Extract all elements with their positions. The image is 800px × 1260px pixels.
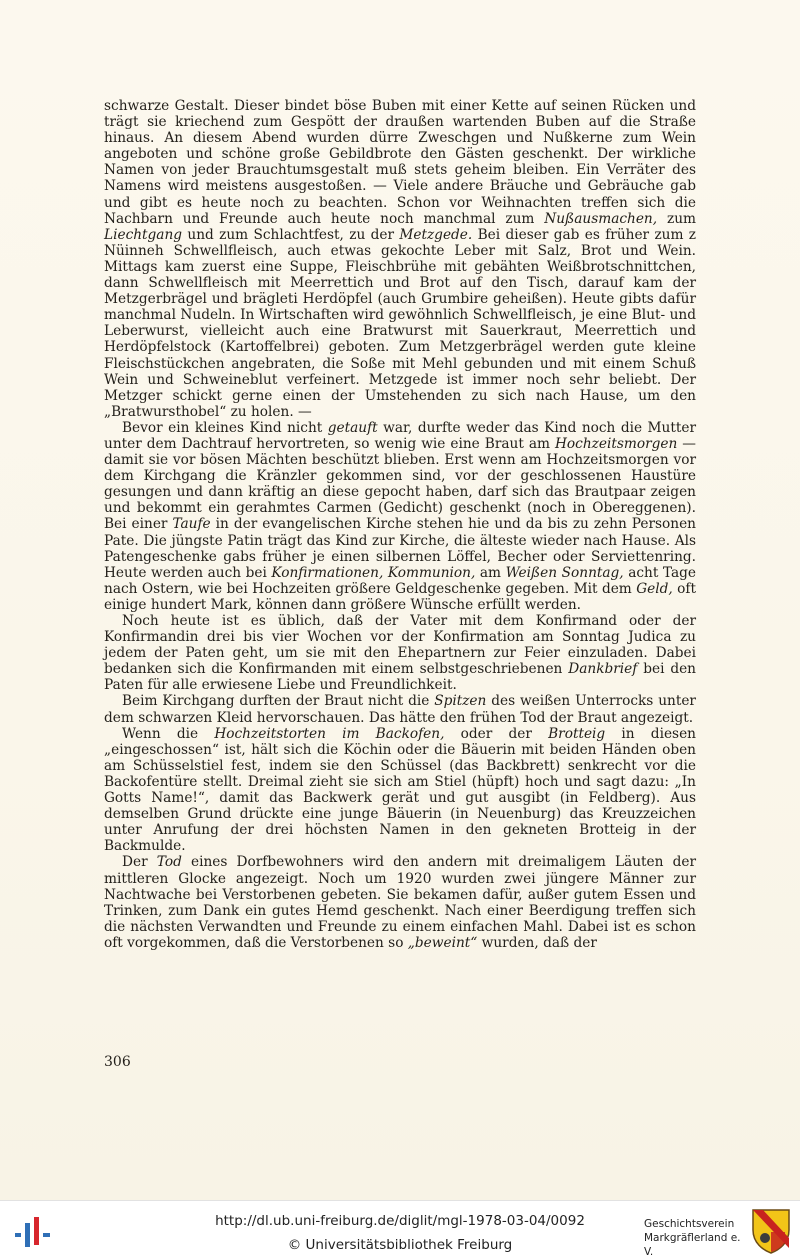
emphasized-term: Hochzeitsmorgen: [554, 435, 678, 452]
text-run: Wenn die: [122, 725, 215, 742]
emphasized-term: Nußausmachen,: [544, 210, 658, 227]
paragraph: [104, 726, 696, 855]
paragraph: [104, 693, 696, 725]
society-name-line2: Markgräflerland e. V.: [644, 1232, 741, 1258]
emphasized-term: Metzgede.: [399, 226, 473, 243]
text-run: war, durfte weder das Kind noch die Mutter unter dem Dachtrauf hervortreten, so wenig wie eine Braut am: [104, 419, 696, 452]
text-run: Der: [122, 854, 157, 871]
text-run: bei den Paten für alle erwiesene Liebe und Freundlichkeit.: [104, 661, 697, 694]
text-run: oft einige hundert Mark, können dann größere Wünsche erfüllt werden.: [104, 580, 696, 613]
text-run: zum: [657, 210, 696, 227]
ub-freiburg-logo-icon[interactable]: [14, 1213, 52, 1249]
paragraph: [104, 613, 696, 693]
text-run: in der evangelischen Kirche stehen hie und da bis zu zehn Personen Pate. Die jüngste Patin trägt das Kind zur Kirche, die älteste wieder nach Hause. Als Patengeschenke gabs früher je einen silbernen Löffel, Becher oder Serviettenring. Heute werden auch bei: [104, 516, 696, 581]
text-run: Beim Kirchgang durften der Braut nicht die: [122, 693, 435, 710]
emphasized-term: Tod: [156, 854, 182, 871]
viewer-footer: [0, 1200, 800, 1260]
text-run: Bevor ein kleines Kind nicht: [122, 419, 328, 436]
society-name: [644, 1217, 748, 1259]
text-run: schwarze Gestalt. Dieser bindet böse Buben mit einer Kette auf seinen Rücken und trägt sie kriechend zum Gespött der draußen wartenden Buben auf die Straße hinaus. An diesem Abend wurden dürre Zweschgen und Nußkerne zum Wein angeboten und schöne große Gebildbrote den Gästen geschenkt. Der wirkliche Namen von jeder Brauchtumsgestalt muß stets geheim bleiben. Ein Verräter des Namens wird meistens ausgestoßen. — Viele andere Bräuche und Gebräuche gab und gibt es heute noch zu beachten. Schon vor Weihnachten treffen sich die Nachbarn und Freunde auch heute noch manchmal zum: [104, 98, 696, 227]
paragraph: [104, 98, 696, 420]
copyright-notice: © Universitätsbibliothek Freiburg: [287, 1237, 513, 1253]
emphasized-term: Geld,: [636, 580, 673, 597]
text-run: wurden, daß der: [477, 934, 597, 951]
emphasized-term: „beweint“: [407, 934, 478, 951]
text-run: oder der: [444, 725, 549, 742]
text-run: acht Tage nach Ostern, wie bei Hochzeiten größere Geldgeschenke gegeben. Mit dem: [104, 564, 696, 597]
emphasized-term: Spitzen: [434, 693, 487, 710]
emphasized-term: Dankbrief: [568, 661, 638, 678]
document-url-link[interactable]: http://dl.ub.uni-freiburg.de/diglit/mgl-1978-03-04/0092: [215, 1213, 585, 1229]
text-run: Noch heute ist es üblich, daß der Vater mit dem Konfirmand oder der Konfirmandin drei bis vier Wochen vor der Konfirmation am Sonntag Judica zu jedem der Paten geht, um sie mit den Ehepartnern zur Feier einzuladen. Dabei bedanken sich die Konfirmanden mit einem selbstgeschriebenen: [104, 613, 696, 678]
text-run: in diesen „eingeschossen“ ist, hält sich die Köchin oder die Bäuerin mit beiden Händen oben am Schüsselstiel fest, indem sie den Schüssel (das Backbrett) senkrecht vor die Backofentüre stellt. Dreimal zieht sie sich am Stiel (hüpft) hoch und sagt dazu: „In Gotts Name!“, damit das Backwerk gerät und gut ausgibt (in Feldberg). Aus demselben Grund drückte eine junge Bäuerin (in Neuenburg) das Kreuzzeichen unter Anrufung der drei höchsten Namen in den gekneten Brotteig in der Backmulde.: [104, 725, 696, 855]
emphasized-term: getauft: [327, 419, 378, 436]
emphasized-term: Taufe: [172, 516, 211, 533]
paragraph: [104, 420, 696, 613]
text-run: und zum Schlachtfest, zu der: [182, 226, 400, 243]
emphasized-term: Weißen Sonntag,: [505, 564, 624, 581]
text-run: Bei dieser gab es früher zum z Nüinneh Schwellfleisch, auch etwas gekochte Leber mit Salz, Brot und Wein. Mittags kam zuerst eine Suppe, Fleischbrühe mit gebähten Weißbrotschnittchen, dann Schwellfleisch mit Meerrettich und Brot auf den Tisch, darauf kam der Metzgerbrägel und brägleti Herdöpfel (auch Grumbire geheißen). Heute gibts dafür manchmal Nudeln. In Wirtschaften wird gewöhnlich Schwellfleisch, je eine Blut- und Leberwurst, vielleicht auch eine Bratwurst mit Sauerkraut, Meerrettich und Herdöpfelstock (Kartoffelbrei) geboten. Zum Metzgerbrägel werden gute kleine Fleischstückchen angebraten, die Soße mit Mehl gebunden und mit einem Schuß Wein und Schweineblut verfeinert. Metzgede ist immer noch sehr beliebt. Der Metzger schickt gerne einen der Umstehenden zu sich nach Hause, um den „Bratwursthobel“ zu holen. —: [104, 226, 696, 420]
emphasized-term: Liechtgang: [104, 226, 183, 243]
coat-of-arms-icon: [751, 1208, 791, 1254]
page-number: 306: [104, 1054, 131, 1070]
text-run: eines Dorfbewohners wird den andern mit dreimaligem Läuten der mittleren Glocke angezeigt. Noch um 1920 wurden zwei jüngere Männer zur Nachtwache bei Verstorbenen gebeten. Sie bekamen dafür, außer gutem Essen und Trinken, zum Dank ein gutes Hemd geschenkt. Nach einer Beerdigung treffen sich die nächsten Verwandten und Freunde zu einem einfachen Mahl. Dabei ist es schon oft vorgekommen, daß die Verstorbenen so: [104, 854, 696, 951]
society-name-line1: Geschichtsverein: [644, 1218, 735, 1230]
emphasized-term: Konfirmationen, Kommunion,: [271, 564, 476, 581]
emphasized-term: Brotteig: [548, 725, 606, 742]
body-text: [104, 98, 696, 951]
emphasized-term: Hochzeitstorten im Backofen,: [214, 725, 445, 742]
text-run: des weißen Unterrocks unter dem schwarzen Kleid hervorschauen. Das hätte den frühen Tod der Braut angezeigt.: [104, 693, 696, 726]
paragraph: [104, 854, 696, 951]
text-run: — damit sie vor bösen Mächten beschützt blieben. Erst wenn am Hochzeitsmorgen vor dem Kirchgang die Kränzler gekommen sind, vor der geschlossenen Haustüre gesungen und dann kräftig an diese gepocht haben, darf sich das Brautpaar zeigen und bekommt ein gerahmtes Carmen (Gedicht) geschenkt (noch in Obereggenen). Bei einer: [104, 435, 696, 533]
text-run: am: [475, 564, 506, 581]
